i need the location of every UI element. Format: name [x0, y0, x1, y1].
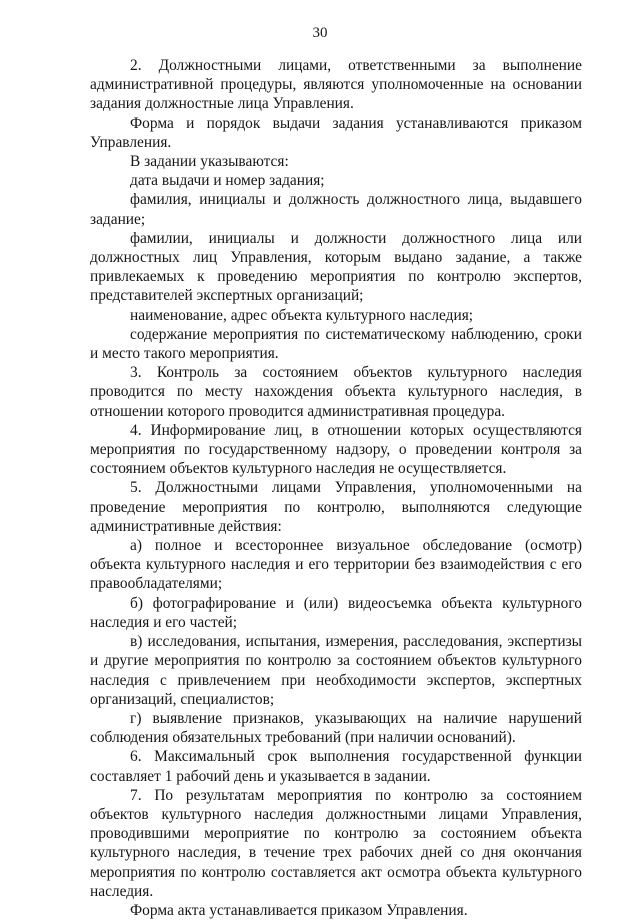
- paragraph-assignment-form: Форма и порядок выдачи задания устанавливаются приказом Управления.: [90, 114, 582, 151]
- paragraph-responsible-officials: 2. Должностными лицами, ответственными за выполнение административной процедуры, являются уполномоченные на основании задания должностные лица Управления.: [90, 57, 582, 113]
- list-item: наименование, адрес объекта культурного наследия;: [130, 306, 474, 324]
- list-item: содержание мероприятия по систематическому наблюдению, сроки и место такого мероприятия.: [90, 325, 582, 363]
- document-body: [90, 56, 582, 920]
- list-item: б) фотографирование и (или) видеосъемка объекта культурного наследия и его частей;: [90, 594, 582, 631]
- paragraph-act-form: Форма акта устанавливается приказом Управления.: [130, 901, 468, 919]
- list-item: в) исследования, испытания, измерения, расследования, экспертизы и другие мероприятия по контролю за состоянием объектов культурного наследия с привлечением при необходимости экспертов, экспертных организаций, специалистов;: [90, 633, 582, 708]
- list-item: фамилии, инициалы и должности должностного лица или должностных лиц Управления, которым выдано задание, а также привлекаемых к проведению мероприятия по контролю экспертов, представителей экспертных организаций;: [90, 229, 582, 305]
- paragraph-inspection-act: 7. По результатам мероприятия по контролю за состоянием объектов культурного наследия должностными лицами Управления, проводившими мероприятие по контролю за состоянием объекта культурного наследия, в течение трех рабочих дней со дня окончания мероприятия по контролю составляется акт осмотра объекта культурного наследия.: [90, 786, 582, 900]
- paragraph-administrative-actions: 5. Должностными лицами Управления, уполномоченными на проведение мероприятия по контролю, выполняются следующие административные действия:: [90, 479, 582, 535]
- list-item: а) полное и всестороннее визуальное обследование (осмотр) объекта культурного наследия и его территории без взаимодействия с его правообладателями;: [90, 537, 582, 593]
- paragraph-assignment-contents-intro: В задании указываются:: [130, 153, 289, 171]
- page-number: 30: [312, 25, 328, 41]
- list-item: фамилия, инициалы и должность должностного лица, выдавшего задание;: [90, 191, 582, 228]
- paragraph-informing: 4. Информирование лиц, в отношении которых осуществляются мероприятия по государственному надзору, о проведении контроля за состоянием объектов культурного наследия не осуществляется.: [90, 421, 582, 478]
- paragraph-max-duration: 6. Максимальный срок выполнения государственной функции составляет 1 рабочий день и указывается в задании.: [90, 748, 582, 785]
- paragraph-control-location: 3. Контроль за состоянием объектов культурного наследия проводится по месту нахождения объекта культурного наследия, в отношении которого проводится административная процедура.: [90, 364, 582, 420]
- list-item: дата выдачи и номер задания;: [130, 172, 325, 190]
- list-item: г) выявление признаков, указывающих на наличие нарушений соблюдения обязательных требований (при наличии оснований).: [90, 709, 582, 747]
